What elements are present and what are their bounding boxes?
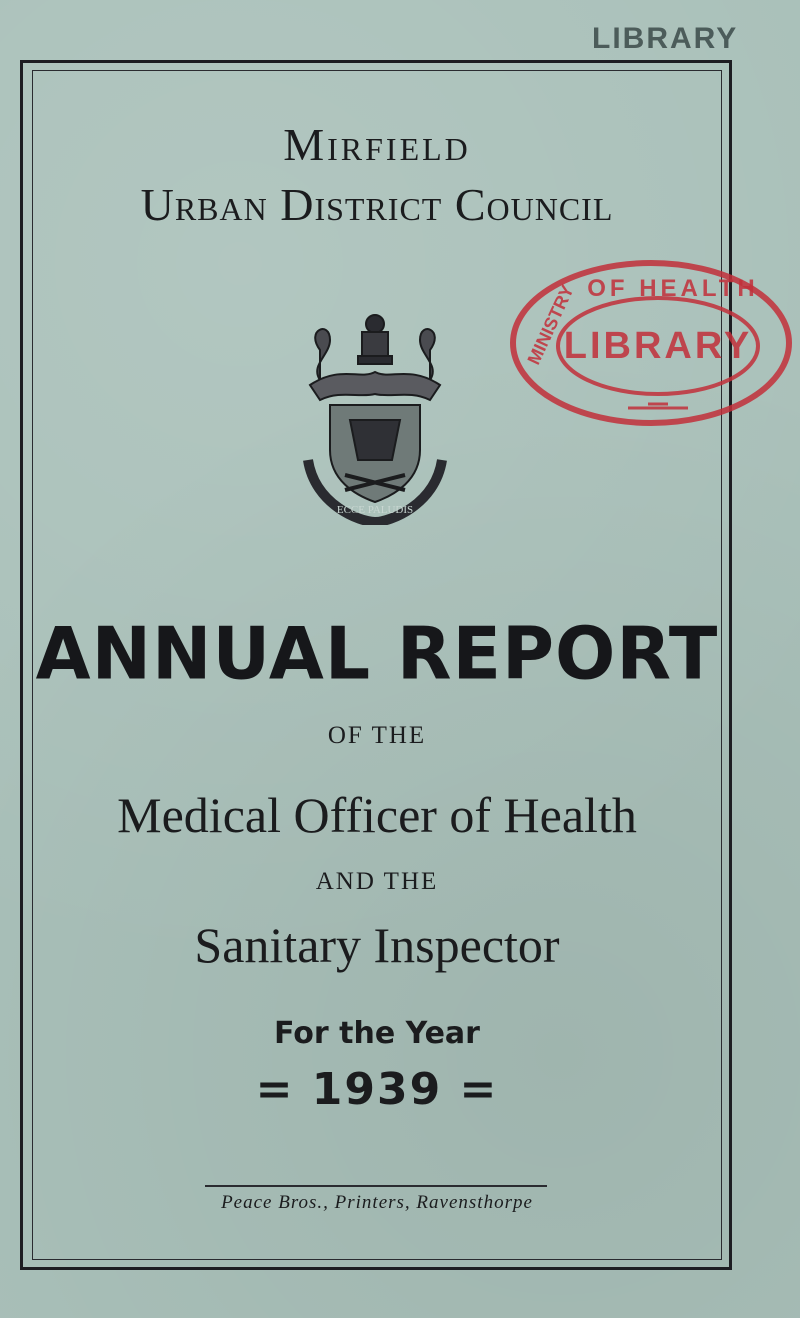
library-corner-stamp: LIBRARY [592,22,739,55]
title-mirfield: Mirfield [283,119,471,170]
ministry-library-stamp-icon [508,258,794,428]
printer-credit: Peace Bros., Printers, Ravensthorpe [221,1192,533,1213]
of-the-text: OF THE [327,722,427,749]
svg-text:LIBRARY: LIBRARY [563,325,753,367]
svg-text:ECCE PALUDIS: ECCE PALUDIS [336,504,414,516]
footer-rule [205,1185,547,1187]
annual-report-heading: ANNUAL REPORT [35,611,719,696]
medical-officer-heading: Medical Officer of Health [117,787,637,843]
title-urban-district-council: Urban District Council [140,179,614,230]
for-the-year-text: For the Year [274,1016,480,1051]
coat-of-arms-icon [300,310,450,525]
svg-text:MINISTRY: MINISTRY [523,281,578,368]
sanitary-inspector-heading: Sanitary Inspector [194,917,560,973]
svg-text:OF HEALTH: OF HEALTH [587,275,759,302]
and-the-text: AND THE [315,868,439,895]
year-text: = 1939 = [255,1064,499,1115]
